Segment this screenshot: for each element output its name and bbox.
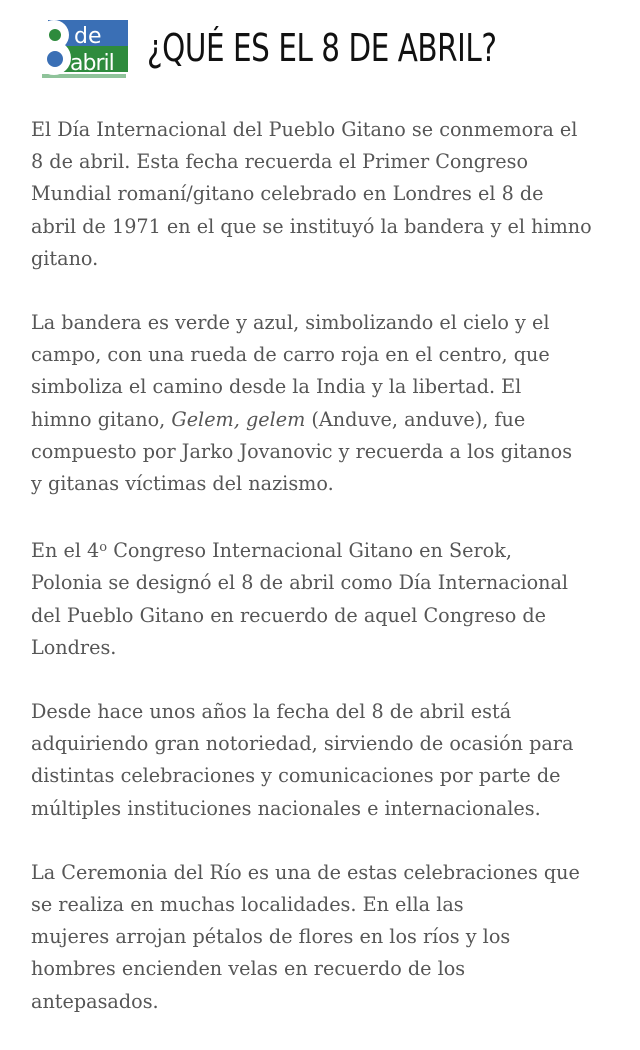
text-segment: En el 4 [31, 539, 100, 563]
text-line: 8 de abril. Esta fecha recuerda el Primer Congreso [31, 150, 529, 174]
text-line: Mundial romaní/gitano celebrado en Londres el 8 de [31, 182, 544, 206]
logo-text-de: de [74, 24, 102, 49]
text-line: Londres. [31, 635, 117, 659]
text-line: El Día Internacional del Pueblo Gitano se conmemora el [31, 118, 578, 141]
text-line: compuesto por Jarko Jovanovic y recuerda a los gitanos [31, 439, 573, 463]
text-segment: (Anduve, anduve), fue [305, 407, 526, 431]
logo-dot-green [49, 29, 61, 41]
text-segment: Congreso Internacional Gitano en Serok, [107, 539, 512, 563]
text-line: Polonia se designó el 8 de abril como Día Internacional [31, 571, 569, 595]
paragraph-origin [31, 114, 616, 275]
anthem-title: Gelem, gelem [171, 407, 306, 431]
text-line: campo, con una rueda de carro roja en el centro, que [31, 343, 550, 367]
text-line: y gitanas víctimas del nazismo. [31, 472, 334, 496]
article-body [31, 114, 616, 1050]
text-line: hombres encienden velas en recuerdo de los [31, 957, 466, 981]
text-line [31, 532, 616, 567]
text-line: mujeres arrojan pétalos de flores en los ríos y los [31, 925, 511, 949]
text-line: La Ceremonia del Río es una de estas celebraciones que [31, 860, 580, 884]
text-line [31, 404, 616, 436]
text-line: La bandera es verde y azul, simbolizando el cielo y el [31, 311, 550, 335]
text-line: gitano. [31, 246, 99, 270]
page-title: ¿QUÉ ES EL 8 DE ABRIL? [147, 26, 497, 70]
logo-dot-blue [47, 51, 63, 67]
text-line: adquiriendo gran notoriedad, sirviendo de ocasión para [31, 732, 574, 756]
paragraph-notoriety [31, 696, 616, 825]
text-line: se realiza en muchas localidades. En ella las [31, 893, 464, 917]
paragraph-flag-anthem [31, 307, 616, 500]
logo-8-de-abril [34, 18, 128, 82]
header [0, 0, 640, 100]
text-line: distintas celebraciones y comunicaciones por parte de [31, 764, 561, 788]
text-line: del Pueblo Gitano en recuerdo de aquel Congreso de [31, 603, 547, 627]
text-line: múltiples instituciones nacionales e internacionales. [31, 796, 541, 820]
logo-text-abril: abril [70, 51, 114, 76]
text-segment: himno gitano, [31, 407, 172, 431]
paragraph-river-ceremony [31, 857, 616, 1018]
paragraph-congress [31, 532, 616, 664]
text-line: abril de 1971 en el que se instituyó la bandera y el himno [31, 214, 592, 238]
text-line: antepasados. [31, 989, 159, 1013]
text-line: Desde hace unos años la fecha del 8 de abril está [31, 700, 512, 724]
ordinal-indicator: o [99, 540, 108, 556]
text-line: simboliza el camino desde la India y la libertad. El [31, 375, 522, 399]
